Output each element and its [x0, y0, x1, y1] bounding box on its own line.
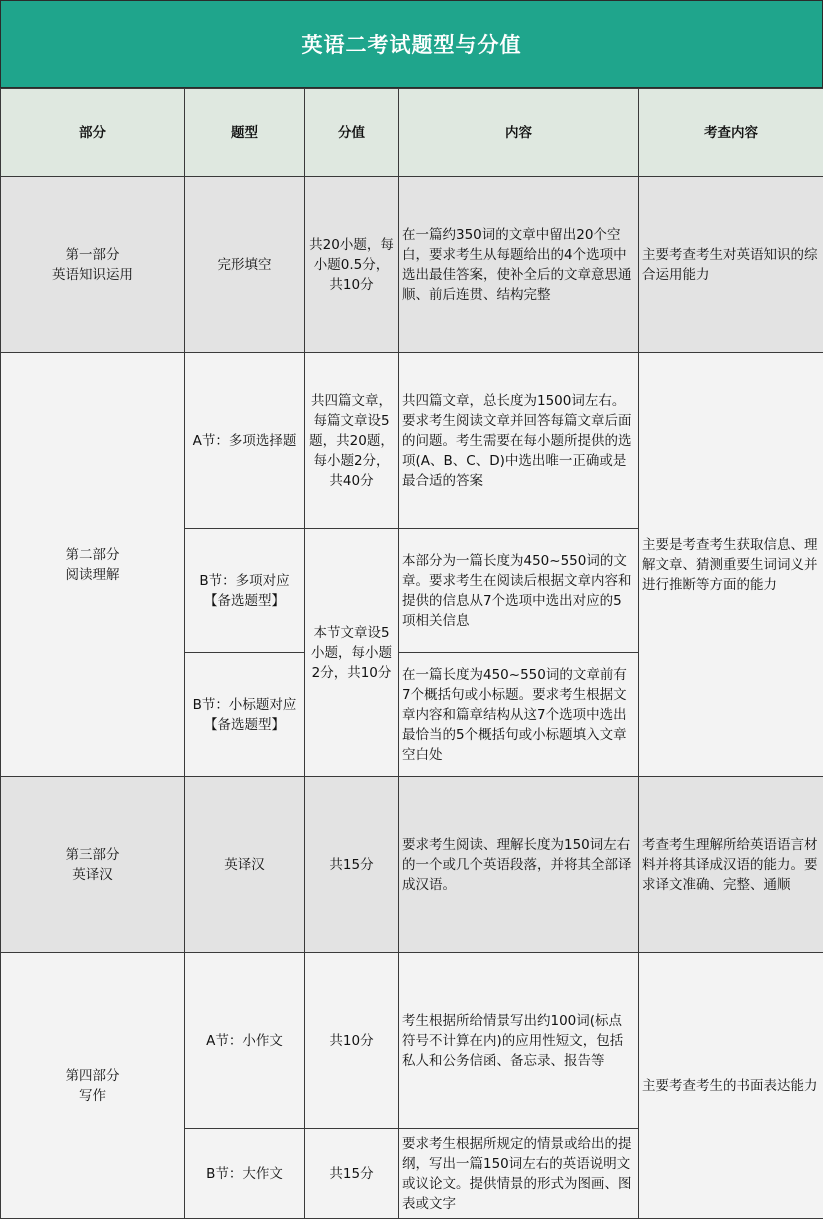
header-assess: 考查内容 [639, 89, 823, 177]
part-cell [1, 777, 185, 953]
table-header-row [1, 89, 823, 177]
table-row [1, 353, 823, 529]
content-cell: 在一篇长度为450~550词的文章前有7个概括句或小标题。要求考生根据文章内容和篇章结构从这7个选项中选出最恰当的5个概括句或小标题填入文章空白处 [399, 653, 639, 777]
assess-cell: 主要是考查考生获取信息、理解文章、猜测重要生词词义并进行推断等方面的能力 [639, 353, 823, 777]
page-title: 英语二考试题型与分值 [0, 0, 823, 88]
exam-structure-table [0, 88, 823, 1219]
assess-cell: 主要考查考生对英语知识的综合运用能力 [639, 177, 823, 353]
score-cell: 共20小题，每小题0.5分，共10分 [305, 177, 399, 353]
score-cell: 共15分 [305, 777, 399, 953]
assess-cell: 考查考生理解所给英语语言材料并将其译成汉语的能力。要求译文准确、完整、通顺 [639, 777, 823, 953]
score-cell: 共15分 [305, 1129, 399, 1219]
table-row [1, 177, 823, 353]
content-cell: 要求考生阅读、理解长度为150词左右的一个或几个英语段落，并将其全部译成汉语。 [399, 777, 639, 953]
content-cell: 要求考生根据所规定的情景或给出的提纲，写出一篇150词左右的英语说明文或议论文。提供情景的形式为图画、图表或文字 [399, 1129, 639, 1219]
header-score: 分值 [305, 89, 399, 177]
score-cell: 共四篇文章，每篇文章设5题，共20题，每小题2分，共40分 [305, 353, 399, 529]
part-cell [1, 353, 185, 777]
type-cell: A节：多项选择题 [185, 353, 305, 529]
type-cell: A节：小作文 [185, 953, 305, 1129]
type-cell: B节：多项对应【备选题型】 [185, 529, 305, 653]
part-number: 第一部分 [65, 246, 120, 263]
part-cell [1, 177, 185, 353]
score-cell: 共10分 [305, 953, 399, 1129]
content-cell: 在一篇约350词的文章中留出20个空白，要求考生从每题给出的4个选项中选出最佳答案，使补全后的文章意思通顺、前后连贯、结构完整 [399, 177, 639, 353]
part-title: 写作 [79, 1087, 106, 1104]
content-cell: 共四篇文章，总长度为1500词左右。要求考生阅读文章并回答每篇文章后面的问题。考生需要在每小题所提供的选项(A、B、C、D)中选出唯一正确或是最合适的答案 [399, 353, 639, 529]
part-number: 第四部分 [65, 1067, 120, 1084]
part-number: 第三部分 [65, 846, 120, 863]
part-title: 阅读理解 [65, 566, 120, 583]
header-content: 内容 [399, 89, 639, 177]
type-cell: 英译汉 [185, 777, 305, 953]
assess-cell: 主要考查考生的书面表达能力 [639, 953, 823, 1219]
table-row [1, 777, 823, 953]
part-title: 英语知识运用 [52, 266, 133, 283]
part-cell [1, 953, 185, 1219]
header-type: 题型 [185, 89, 305, 177]
content-cell: 本部分为一篇长度为450~550词的文章。要求考生在阅读后根据文章内容和提供的信息从7个选项中选出对应的5项相关信息 [399, 529, 639, 653]
type-cell: 完形填空 [185, 177, 305, 353]
part-number: 第二部分 [65, 546, 120, 563]
part-title: 英译汉 [72, 866, 113, 883]
content-cell: 考生根据所给情景写出约100词(标点符号不计算在内)的应用性短文，包括私人和公务信函、备忘录、报告等 [399, 953, 639, 1129]
type-cell: B节：小标题对应【备选题型】 [185, 653, 305, 777]
score-cell: 本节文章设5小题，每小题2分，共10分 [305, 529, 399, 777]
header-part: 部分 [1, 89, 185, 177]
table-row [1, 953, 823, 1129]
type-cell: B节：大作文 [185, 1129, 305, 1219]
